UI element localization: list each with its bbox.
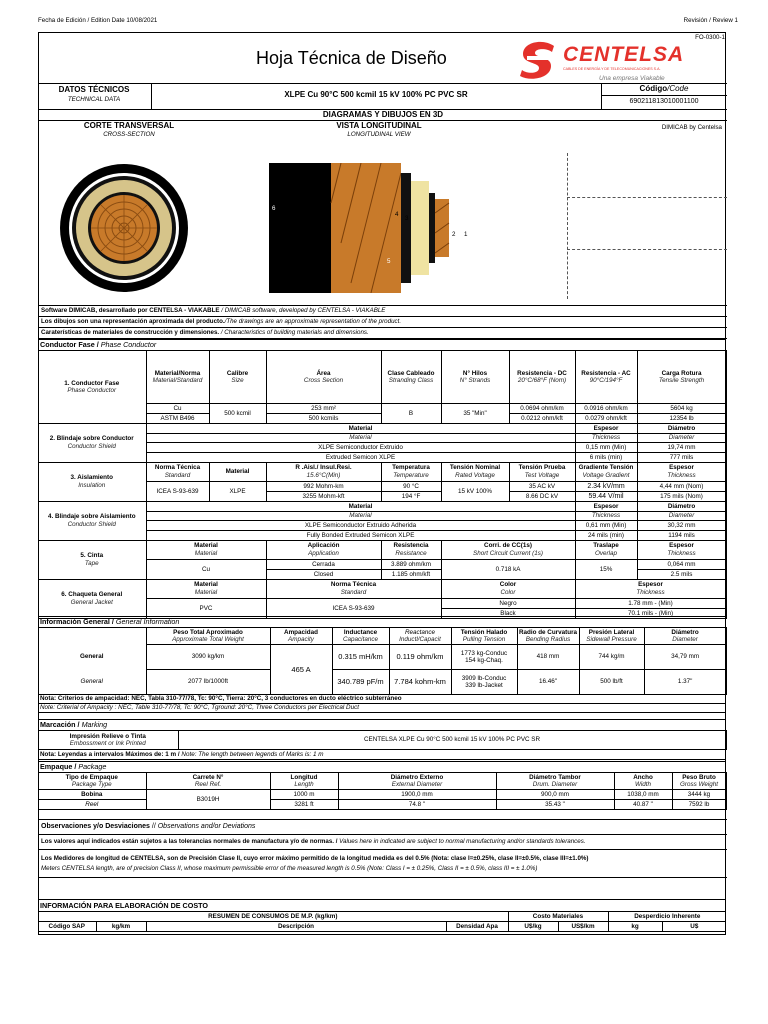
tape-resistance-km: 3.889 ohm/km bbox=[381, 559, 441, 569]
gen-col-weight: Peso Total Aproximado bbox=[173, 628, 243, 636]
cost-materials-header: Costo Materiales bbox=[508, 912, 608, 922]
ins-col-temp-en: Temperature bbox=[393, 471, 429, 479]
product-code: 690211813010001100 bbox=[629, 98, 699, 105]
gen-col-sidewall: Presión Lateral bbox=[588, 628, 635, 636]
marking-interval-en: Note: The length between legends of Marks is: 1 m bbox=[181, 750, 324, 758]
insulation-resistance-km: 992 Mohm-km bbox=[266, 481, 381, 491]
col-rdc-en: 20°C/68°F (Nom) bbox=[517, 376, 567, 384]
jacket-col-material-en: Material bbox=[194, 588, 218, 596]
col-rac-en: 90°C/194°F bbox=[589, 376, 623, 384]
pkg-col-length: Longitud bbox=[290, 773, 318, 781]
tape-name-en: Tape bbox=[84, 559, 99, 567]
longitudinal-drawing bbox=[269, 163, 499, 293]
ins-shield-diameter-mm: 30,32 mm bbox=[637, 520, 726, 530]
insulation-resistance-kft: 3255 Mohm-kft bbox=[266, 491, 381, 501]
col-rac: Resistencia - AC bbox=[581, 369, 631, 377]
jacket-col-material: Material bbox=[194, 581, 218, 589]
datasheet bbox=[38, 32, 726, 935]
gen-diameter-in: 1.37" bbox=[644, 670, 726, 695]
dimicab-label: DIMICAB by Centelsa bbox=[661, 124, 722, 131]
jacket-color-en: Black bbox=[441, 608, 575, 618]
ampacity-note: Nota: Criterios de ampacidad: NEC, Tabla 310-77/78, Tc: 90°C, Tierra: 20°C, 3 conductores en ducto eléctrico subterráneo bbox=[38, 695, 726, 704]
cross-section-drawing bbox=[59, 163, 189, 293]
layer-3-label: 3 bbox=[405, 215, 409, 222]
ins-shield-material-en: Fully Bonded Extruded Semicon XLPE bbox=[146, 530, 575, 540]
tape-col-short-circuit: Corri. de CC(1s) bbox=[484, 542, 532, 550]
conductor-section-title: Conductor Fase / Phase Conductor bbox=[38, 340, 726, 351]
general-info-table bbox=[38, 616, 727, 713]
gen-col-sidewall-en: Sidewall Pressure bbox=[586, 636, 637, 643]
tape-thickness-mils: 2.5 mils bbox=[637, 569, 726, 579]
cost-col-usdkg: U$/kg bbox=[508, 922, 558, 932]
pkg-col-reel: Carrete N° bbox=[192, 773, 224, 781]
materials-note-en: / Characteristics of building materials and dimensions. bbox=[219, 329, 369, 336]
insulation-name: 3. Aislamiento bbox=[70, 474, 113, 482]
gen-bending-in: 16.46" bbox=[517, 670, 579, 695]
ins-col-material: Material bbox=[225, 468, 250, 476]
insulation-thickness-mils: 175 mils (Nom) bbox=[637, 491, 726, 501]
shield-diameter-mm: 19,74 mm bbox=[637, 442, 726, 452]
pkg-type: Bobina bbox=[38, 790, 146, 800]
shield-thickness-header-en: Thickness bbox=[575, 433, 637, 442]
pkg-col-drum-en: Drum. Diameter bbox=[532, 781, 578, 788]
ins-shield-name: 4. Blindaje sobre Aislamiento bbox=[47, 513, 136, 521]
technical-data-row bbox=[39, 83, 727, 109]
tolerance-note bbox=[41, 838, 586, 846]
ins-col-rated: Tensión Nominal bbox=[449, 464, 501, 472]
pkg-weight-lb: 7592 lb bbox=[672, 800, 726, 810]
pkg-reel-ref: B3019H bbox=[146, 790, 270, 810]
general-title-es: Información General bbox=[40, 617, 110, 627]
datos-label: DATOS TÉCNICOS bbox=[58, 85, 130, 94]
jacket-col-color: Color bbox=[499, 581, 517, 589]
layer-2-label: 2 bbox=[452, 231, 456, 238]
code-label bbox=[601, 84, 727, 94]
shield-thickness-header: Espesor bbox=[575, 423, 637, 433]
tape-col-material: Material bbox=[194, 542, 218, 550]
conductor-material: Cu bbox=[146, 403, 209, 413]
ins-col-resistance: R .Aisl./ Insul.Resi. bbox=[295, 464, 352, 472]
jacket-name: 6. Chaqueta General bbox=[61, 591, 123, 599]
drawing-note-es: Los dibujos son una representación aproximada del producto. bbox=[41, 318, 225, 325]
shield-material-en: Extruded Semicon XLPE bbox=[146, 452, 575, 462]
shield-thickness-mm: 0,15 mm (Min) bbox=[575, 442, 637, 452]
gen-pull-conductor-kg: 1773 kg-Conduc bbox=[460, 649, 508, 657]
longitudinal-title-en: LONGITUDINAL VIEW bbox=[347, 131, 411, 138]
conductor-rdc-km: 0.0694 ohm/km bbox=[509, 403, 575, 413]
shield-name-en: Conductor Shield bbox=[67, 442, 116, 450]
gen-capacitance: 340.789 pF/m bbox=[332, 670, 389, 695]
package-table bbox=[38, 761, 727, 810]
ins-shield-thickness-mm: 0,61 mm (Min) bbox=[575, 520, 637, 530]
general-section-title: Información General / General Information bbox=[38, 617, 726, 628]
pkg-drum-mm: 900,0 mm bbox=[496, 790, 614, 800]
insulation-gradient-mm: 2.34 kV/mm bbox=[575, 481, 637, 491]
insulation-material: XLPE bbox=[209, 481, 266, 501]
col-class-en: Stranding Class bbox=[388, 376, 434, 384]
edition-date: Fecha de Edición / Edition Date 10/08/2021 bbox=[38, 17, 158, 24]
col-strands: N° Hilos bbox=[462, 369, 488, 377]
gen-col-reactance-en: Inductl/Capacit bbox=[399, 636, 441, 643]
ins-col-thickness: Espesor bbox=[669, 464, 694, 472]
observations-title: Observaciones y/o Desviaciones // Observations and/or Deviations bbox=[41, 823, 256, 830]
cost-waste-header: Desperdicio Inherente bbox=[608, 912, 726, 922]
ins-shield-thickness-header-en: Thickness bbox=[575, 511, 637, 520]
gen-col-bending-en: Bending Radius bbox=[525, 636, 571, 643]
marking-title-en: Marking bbox=[81, 720, 108, 730]
pkg-ext-diameter-mm: 1900,0 mm bbox=[338, 790, 496, 800]
drawing-note-en: /The drawings are an approximate representation of the product. bbox=[224, 318, 402, 325]
jacket-col-thickness-en: Thickness bbox=[636, 588, 665, 596]
conductor-tensile-lb: 12354 lb bbox=[637, 413, 726, 423]
ins-col-gradient: Gradiente Tensión bbox=[578, 464, 634, 472]
cost-col-sap: Código SAP bbox=[38, 922, 96, 932]
conductor-size: 500 kcmil bbox=[209, 403, 266, 423]
tape-col-resistance: Resistencia bbox=[393, 542, 429, 550]
ins-col-standard: Norma Técnica bbox=[154, 464, 201, 472]
tape-application: Cerrada bbox=[266, 559, 381, 569]
shield-diameter-mils: 777 mils bbox=[637, 452, 726, 462]
layer-1-label: 1 bbox=[464, 231, 468, 238]
meter-note: Los Medidores de longitud de CENTELSA, son de Precisión Clase II, cuyo error máximo permitido de la longitud medida es del 0.5% (Nota: clase I=±0.25%, clase II=±0.5%, clase III=±1.0%) bbox=[41, 855, 589, 862]
jacket-col-standard: Norma Técnica bbox=[330, 581, 377, 589]
jacket-thickness-mm: 1.78 mm - (Min) bbox=[575, 598, 726, 608]
col-tensile: Carga Rotura bbox=[661, 369, 702, 377]
gen-pull-conductor-lb: 3909 lb-Conduc bbox=[461, 674, 507, 682]
gen-sidewall-kg: 744 kg/m bbox=[579, 645, 644, 670]
pkg-drum-in: 35.43 " bbox=[496, 800, 614, 810]
conductor-class: B bbox=[381, 403, 441, 423]
gen-weight-ft: 2077 lb/1000ft bbox=[146, 670, 270, 695]
gen-diameter-mm: 34,79 mm bbox=[644, 645, 726, 670]
ins-col-resistance-en: 15.6°C(Min) bbox=[306, 471, 341, 479]
tape-col-thickness: Espesor bbox=[669, 542, 694, 550]
shield-diameter-header-en: Diameter bbox=[637, 433, 726, 442]
cross-section-title: CORTE TRANSVERSAL bbox=[83, 121, 175, 130]
ins-shield-diameter-header: Diámetro bbox=[637, 501, 726, 511]
gen-ampacity: 465 A bbox=[270, 645, 332, 695]
ins-shield-diameter-mils: 1194 mils bbox=[637, 530, 726, 540]
longitudinal-title: VISTA LONGITUDINAL bbox=[336, 121, 422, 130]
jacket-standard: ICEA S-93-639 bbox=[266, 598, 441, 618]
materials-note bbox=[41, 329, 369, 337]
tape-col-thickness-en: Thickness bbox=[667, 549, 696, 557]
gen-col-pulling: Tensión Halado bbox=[460, 628, 508, 636]
gen-inductance: 0.315 mH/km bbox=[332, 645, 389, 670]
conductor-standard: ASTM B496 bbox=[146, 413, 209, 423]
layer-5-label: 5 bbox=[387, 258, 391, 265]
tape-name: 5. Cinta bbox=[80, 552, 104, 560]
tape-col-application-en: Application bbox=[308, 549, 339, 557]
shield-name: 2. Blindaje sobre Conductor bbox=[49, 435, 134, 443]
marking-table bbox=[38, 719, 727, 760]
col-size: Calibre bbox=[226, 369, 249, 377]
shield-material: XLPE Semiconductor Extruido bbox=[146, 442, 575, 452]
observations-title-en: Observations and/or Deviations bbox=[157, 823, 256, 830]
ins-shield-name-en: Conductor Shield bbox=[67, 520, 116, 528]
tape-col-material-en: Material bbox=[194, 549, 218, 557]
pkg-col-width: Ancho bbox=[633, 773, 653, 781]
ins-shield-material-header: Material bbox=[146, 501, 575, 511]
cross-section-title-en: CROSS-SECTION bbox=[103, 131, 155, 138]
conductor-area-mm: 253 mm² bbox=[266, 403, 381, 413]
ins-shield-thickness-header: Espesor bbox=[575, 501, 637, 511]
tape-col-overlap-en: Overlap bbox=[594, 549, 618, 557]
gen-col-inductance: Inductance bbox=[343, 628, 378, 636]
cost-section-title: INFORMACIÓN PARA ELABORACIÓN DE COSTO bbox=[38, 900, 726, 912]
ins-col-temp: Temperatura bbox=[392, 464, 430, 472]
pkg-col-width-en: Width bbox=[634, 781, 652, 788]
cost-col-kgkm: kg/km bbox=[96, 922, 146, 932]
brand-subtitle: CABLES DE ENERGÍA Y DE TELECOMUNICACIONES S.A. bbox=[563, 67, 661, 71]
pkg-type-en: Reel bbox=[38, 800, 146, 810]
jacket-material: PVC bbox=[146, 598, 266, 618]
construction-table bbox=[38, 339, 727, 619]
tape-thickness-mm: 0,064 mm bbox=[637, 559, 726, 569]
tolerance-note-es: Los valores aquí indicados están sujetos a las tolerancias normales de manufactura y/o de normas. / bbox=[41, 838, 340, 845]
pkg-col-type: Tipo de Empaque bbox=[65, 773, 118, 781]
shield-material-header-en: Material bbox=[146, 433, 575, 442]
marking-legend: CENTELSA XLPE Cu 90°C 500 kcmil 15 kV 100% PC PVC SR bbox=[178, 731, 726, 750]
brand-name: CENTELSA bbox=[563, 43, 685, 66]
shield-diameter-header: Diámetro bbox=[637, 423, 726, 433]
ins-shield-thickness-mils: 24 mils (min) bbox=[575, 530, 637, 540]
tape-overlap: 15% bbox=[575, 559, 637, 579]
col-area: Área bbox=[316, 369, 331, 377]
conductor-title-en: Phase Conductor bbox=[100, 340, 157, 350]
revision: Revisión / Review 1 bbox=[683, 17, 738, 24]
insulation-thickness-mm: 4,44 mm (Nom) bbox=[637, 481, 726, 491]
gen-row-general-en: General bbox=[38, 670, 146, 695]
insulation-test-ac: 35 AC kV bbox=[509, 481, 575, 491]
tape-short-circuit: 0.718 kA bbox=[441, 559, 575, 579]
marking-interval-es: Nota: Leyendas a intervalos Máximos de: 1 m / bbox=[40, 750, 182, 758]
conductor-area-kcmil: 500 kcmils bbox=[266, 413, 381, 423]
pkg-col-drum: Diámetro Tambor bbox=[529, 773, 581, 781]
insulation-test-dc: 8.66 DC kV bbox=[509, 491, 575, 501]
gen-pull-jacket-lb: 339 lb-Jacket bbox=[465, 682, 503, 689]
gen-col-ampacity-en: Ampacity bbox=[288, 636, 314, 643]
pkg-ext-diameter-in: 74.8 " bbox=[338, 800, 496, 810]
col-size-en: Size bbox=[231, 376, 244, 384]
gen-col-reactance: Reactance bbox=[404, 628, 436, 636]
cost-col-usdkm: US$/km bbox=[558, 922, 608, 932]
layer-6-label: 6 bbox=[272, 205, 276, 212]
gen-bending-mm: 418 mm bbox=[517, 645, 579, 670]
tape-col-short-circuit-en: Short Circuit Current (1s) bbox=[473, 549, 543, 557]
col-tensile-en: Tensile Strength bbox=[658, 376, 705, 384]
pkg-col-reel-en: Reel Ref. bbox=[194, 781, 222, 788]
pkg-length-m: 1000 m bbox=[270, 790, 338, 800]
materials-note-es: Caraterísticas de materiales de construcción y dimensiones. bbox=[41, 329, 220, 336]
ins-shield-diameter-header-en: Diameter bbox=[637, 511, 726, 520]
ins-col-thickness-en: Thickness bbox=[667, 471, 696, 479]
col-material-en: Material/Standard bbox=[152, 376, 203, 384]
gen-weight-km: 3090 kg/km bbox=[146, 645, 270, 670]
insulation-temp-f: 194 °F bbox=[381, 491, 441, 501]
form-code: FO-0300-1 bbox=[695, 34, 725, 41]
conductor-name-en: Phase Conductor bbox=[67, 386, 117, 394]
gen-reactance: 0.119 ohm/km bbox=[389, 645, 451, 670]
insulation-gradient-mil: 59.44 V/mil bbox=[575, 491, 637, 501]
marking-type-en: Embossment or Ink Printed bbox=[69, 740, 146, 747]
pkg-length-ft: 3281 ft bbox=[270, 800, 338, 810]
ins-col-test: Tensión Prueba bbox=[518, 464, 566, 472]
conductor-rdc-kft: 0.0212 ohm/kft bbox=[509, 413, 575, 423]
jacket-color: Negro bbox=[441, 598, 575, 608]
col-rdc: Resistencia - DC bbox=[517, 369, 567, 377]
code-label-es: Código bbox=[639, 84, 668, 93]
insulation-standard: ICEA S-93-639 bbox=[146, 481, 209, 501]
datos-label-en: TECHNICAL DATA bbox=[67, 96, 121, 103]
drawing-note bbox=[41, 318, 401, 326]
pkg-width-in: 40.87 " bbox=[614, 800, 672, 810]
pkg-col-type-en: Package Type bbox=[71, 781, 112, 788]
gen-pull-jacket-kg: 154 kg-Chaq. bbox=[465, 657, 503, 664]
insulation-temp-c: 90 °C bbox=[381, 481, 441, 491]
ins-col-gradient-en: Voltage Gradient bbox=[582, 471, 630, 479]
jacket-name-en: General Jacket bbox=[70, 598, 113, 606]
pkg-col-weight: Peso Bruto bbox=[682, 773, 716, 781]
software-note bbox=[41, 307, 385, 315]
conductor-rac-km: 0.0916 ohm/km bbox=[575, 403, 637, 413]
jacket-col-color-en: Color bbox=[500, 588, 516, 596]
jacket-thickness-mils: 70.1 mils - (Min) bbox=[575, 608, 726, 618]
pkg-weight-kg: 3444 kg bbox=[672, 790, 726, 800]
ampacity-note-en: Note: Criterial of Ampacity : NEC, Table 310-77/78, Tc: 90°C, Tground: 20°C, Three Conductors per Electrical Duct bbox=[38, 704, 726, 713]
pkg-width-mm: 1038,0 mm bbox=[614, 790, 672, 800]
col-area-en: Cross Section bbox=[303, 376, 344, 384]
package-title-en: Package bbox=[78, 762, 107, 772]
marking-section-title: Marcación / Marking bbox=[38, 720, 726, 731]
marking-type: Impresión Relieve o Tinta bbox=[69, 732, 146, 740]
ins-shield-material-header-en: Material bbox=[146, 511, 575, 520]
cost-col-density: Densidad Apa bbox=[446, 922, 508, 932]
gen-col-diameter: Diámetro bbox=[671, 628, 699, 636]
brand-tagline: Una empresa Viakable bbox=[599, 75, 665, 82]
conductor-rac-kft: 0.0279 ohm/kft bbox=[575, 413, 637, 423]
shield-thickness-mils: 6 mils (min) bbox=[575, 452, 637, 462]
col-material: Material/Norma bbox=[154, 369, 201, 377]
cost-col-kg: kg bbox=[608, 922, 662, 932]
header bbox=[39, 33, 727, 83]
tape-col-overlap: Traslape bbox=[593, 542, 619, 550]
page-title: Hoja Técnica de Diseño bbox=[256, 48, 447, 68]
cost-table bbox=[38, 899, 726, 932]
conductor-strands: 35 "Min" bbox=[441, 403, 509, 423]
gen-col-pulling-en: Pulling Tension bbox=[462, 636, 506, 643]
gen-capacitive-reactance: 7.784 kohm-km bbox=[389, 670, 451, 695]
meter-note-en: Meters CENTELSA length, are of precision Class II, whose maximum permissible error of the measured length is 0.5% (Note: Class I = ± 0.25%, Class II = ± 0.5%, class III = ± 1.0%) bbox=[41, 865, 538, 872]
col-class: Clase Cableado bbox=[387, 369, 435, 377]
package-section-title: Empaque / Package bbox=[38, 762, 726, 773]
ins-col-test-en: Test Voltage bbox=[524, 471, 560, 479]
col-strands-en: N° Strands bbox=[459, 376, 491, 384]
tape-application-en: Closed bbox=[266, 569, 381, 579]
gen-sidewall-lb: 500 lb/ft bbox=[579, 670, 644, 695]
insulation-rated-voltage: 15 kV 100% bbox=[441, 481, 509, 501]
observations-title-es: Observaciones y/o Desviaciones bbox=[41, 823, 150, 830]
jacket-col-thickness: Espesor bbox=[638, 581, 663, 589]
insulation-name-en: Insulation bbox=[78, 481, 106, 489]
tolerance-note-en: Values here in indicated are subject to normal manufacturing and/or standards tolerances. bbox=[339, 838, 586, 845]
tape-col-application: Aplicación bbox=[307, 542, 340, 550]
software-note-en: / DIMICAB software, developed by CENTELSA - VIAKABLE bbox=[219, 307, 386, 314]
marking-title-es: Marcación bbox=[40, 720, 76, 730]
gen-col-diameter-en: Diameter bbox=[672, 636, 698, 643]
centelsa-logo-icon bbox=[519, 40, 561, 80]
software-note-es: Software DIMICAB, desarrollado por CENTELSA - VIAKABLE bbox=[41, 307, 220, 314]
layer-4-label: 4 bbox=[395, 211, 399, 218]
ins-col-rated-en: Rated Voltage bbox=[455, 471, 495, 479]
jacket-col-standard-en: Standard bbox=[340, 588, 367, 596]
tape-resistance-kft: 1.185 ohm/kft bbox=[381, 569, 441, 579]
cost-col-usd: U$ bbox=[662, 922, 726, 932]
cost-col-description: Descripción bbox=[146, 922, 446, 932]
gen-col-weight-en: Approximate Total Weight bbox=[172, 636, 244, 643]
gen-col-bending: Radio de Curvatura bbox=[518, 628, 578, 636]
gen-row-general: General bbox=[38, 645, 146, 670]
ins-col-standard-en: Standard bbox=[164, 471, 191, 479]
tape-col-resistance-en: Resistance bbox=[395, 549, 427, 557]
package-title-es: Empaque bbox=[40, 762, 73, 772]
code-label-en: /Code bbox=[667, 84, 689, 93]
diagrams-title: DIAGRAMAS Y DIBUJOS EN 3D bbox=[322, 110, 444, 119]
gen-col-ampacity: Ampacidad bbox=[284, 628, 318, 636]
pkg-col-ext-diameter-en: External Diameter bbox=[391, 781, 443, 788]
pkg-col-length-en: Length bbox=[294, 781, 314, 788]
shield-material-header: Material bbox=[146, 423, 575, 433]
product-name: XLPE Cu 90°C 500 kcmil 15 kV 100% PC PVC SR bbox=[284, 90, 468, 99]
conductor-title-es: Conductor Fase bbox=[40, 340, 95, 350]
pkg-col-weight-en: Gross Weight bbox=[679, 781, 719, 788]
marking-interval-note bbox=[38, 750, 726, 760]
pkg-col-ext-diameter: Diámetro Externo bbox=[390, 773, 444, 781]
tape-material: Cu bbox=[146, 559, 266, 579]
cost-summary-header: RESUMEN DE CONSUMOS DE M.P. (kg/km) bbox=[38, 912, 508, 922]
conductor-name: 1. Conductor Fase bbox=[64, 379, 120, 387]
gen-col-inductance-en: Capacitance bbox=[342, 636, 378, 643]
conductor-tensile-kg: 5604 kg bbox=[637, 403, 726, 413]
ins-shield-material: XLPE Semiconductor Extruido Adherida bbox=[146, 520, 575, 530]
general-title-en: General Information bbox=[115, 617, 180, 627]
